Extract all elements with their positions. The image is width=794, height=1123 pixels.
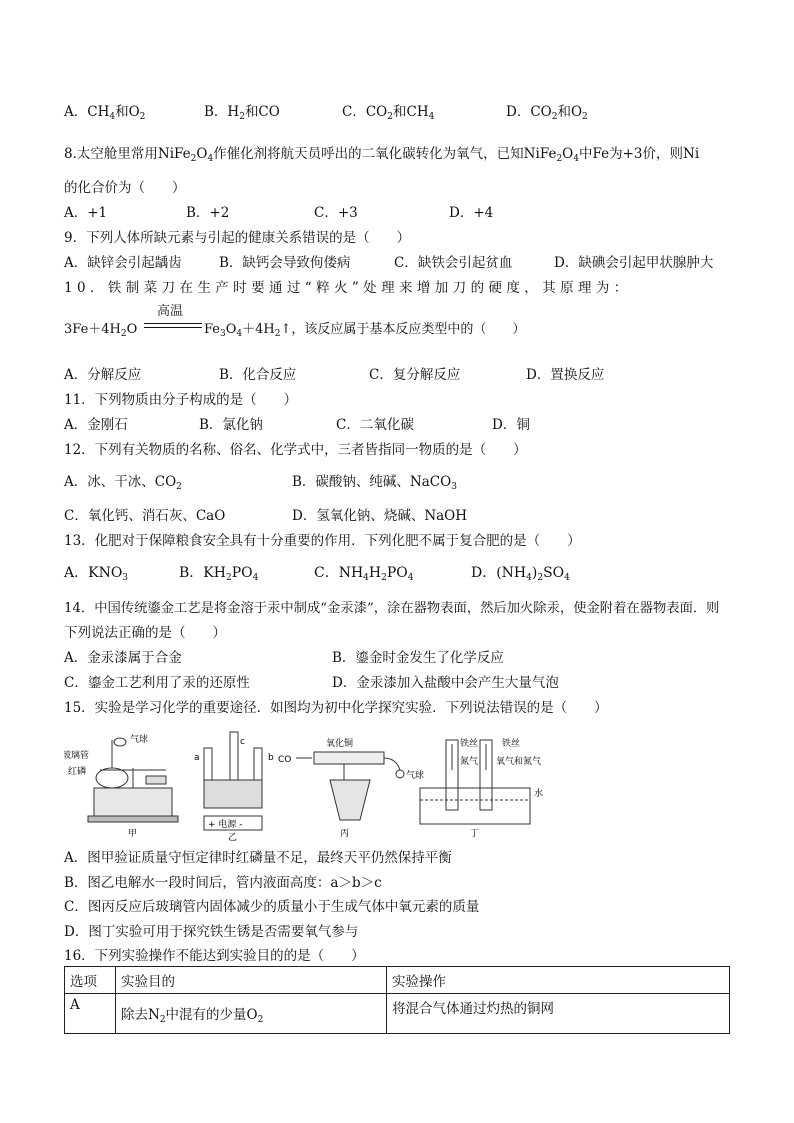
q15-option-a: A．图甲验证质量守恒定律时红磷量不足，最终天平仍然保持平衡 [64,850,452,866]
q10-option-c: C．复分解反应 [369,367,461,383]
header-option: 选项 [65,967,116,994]
q15-option-d: D．图丁实验可用于探究铁生锈是否需要氧气参与 [64,924,359,940]
ding-mix-label: 氧气和氮气 [496,757,542,767]
header-operation: 实验操作 [387,967,730,994]
q7-option-c: C．$CO_2$和$CH_4$ [342,104,435,122]
header-purpose: 实验目的 [116,967,387,994]
jia-balloon-label: 气球 [130,735,149,745]
q9-option-c: C．缺铁会引起贫血 [394,255,513,271]
q12-option-d: D．氢氧化钠、烧碱、NaOH [292,508,468,524]
q15-option-c: C．图丙反应后玻璃管内固体减少的质量小于生成气体中氧元素的质量 [64,899,480,915]
q7-option-a: A．$CH_4$和$O_2$ [64,104,146,122]
q8-option-a: A．+1 [64,205,108,221]
bing-co-label: CO [278,755,292,765]
q12-option-a: A．冰、干冰、$CO_2$ [64,474,182,492]
q11-option-c: C．二氧化碳 [336,417,414,433]
q16-table [64,966,730,1034]
q14-option-c: C．鎏金工艺利用了汞的还原性 [64,675,250,691]
q12-option-b: B．碳酸钠、纯碱、NaCO$_3$ [292,474,457,492]
q14-option-d: D．金汞漆加入盐酸中会产生大量气泡 [332,675,559,691]
table-row [65,994,730,1034]
q10-option-b: B．化合反应 [219,367,297,383]
q15-experiment-figure [64,730,584,842]
ding-wire2-label: 铁丝 [502,739,521,749]
q8-option-c: C．+3 [314,205,358,221]
figure-yi [204,732,262,830]
equals-line-bottom [144,327,202,328]
figure-bing [296,752,404,820]
q8-stem: 8.太空舱里常用$NiFe_2O_4$作催化剂将航天员呼出的二氧化碳转化为氧气，已知$NiFe_2O_4$中Fe为+3价，则Ni [64,146,700,164]
table-header-row [65,967,730,994]
q14-option-a: A．金汞漆属于合金 [64,650,182,666]
yi-b-label: b [268,753,274,763]
q12-stem: 12．下列有关物质的名称、俗名、化学式中，三者皆指同一物质的是（ ） [64,442,527,458]
equals-line-top [144,323,202,324]
q11-option-b: B．氯化钠 [199,417,263,433]
yi-a-label: a [194,753,200,763]
q10-option-d: D．置换反应 [526,367,605,383]
q13-option-c: C．$NH_4H_2PO_4$ [314,565,414,583]
q9-option-b: B．缺钙会导致佝偻病 [219,255,351,271]
q8-stem-line2: 的化合价为（ ） [64,180,186,196]
bing-balloon-label: 气球 [406,771,425,781]
q10-equation: $3Fe+4H_2O$ 高温 $Fe_3O_4+4H_2↑$，该反应属于基本反应类型中的（ ） [64,300,764,340]
label-jia: 甲 [128,829,138,839]
label-bing: 丙 [340,829,350,839]
q8-option-d: D．+4 [449,205,494,221]
q15-stem: 15．实验是学习化学的重要途径．如图均为初中化学探究实验．下列说法错误的是（ ） [64,700,608,716]
row-operation: 将混合气体通过灼热的铜网 [387,994,730,1034]
q7-option-b: B．$H_2$和CO [204,104,280,122]
ding-water-label: 水 [534,789,544,799]
yi-power-label: + 电源 - [208,820,243,830]
jia-glass-label: 玻璃管 [64,751,90,761]
experiment-diagram [64,730,584,842]
q16-stem: 16．下列实验操作不能达到实验目的的是（ ） [64,948,365,964]
q9-stem: 9．下列人体所缺元素与引起的健康关系错误的是（ ） [64,230,411,246]
label-ding: 丁 [470,829,480,839]
yi-c-label: c [240,737,245,747]
q14-stem: 14．中国传统鎏金工艺是将金溶于汞中制成“金汞漆”，涂在器物表面，然后加火除汞，使金附着在器物表面．则 [64,601,720,616]
q14-option-b: B．鎏金时金发生了化学反应 [332,650,504,666]
q14-stem-line2: 下列说法正确的是（ ） [64,625,226,641]
q12-option-c: C．氧化钙、消石灰、CaO [64,508,226,524]
reaction-condition: 高温 [157,304,184,319]
ding-n2-label: 氮气 [460,757,479,767]
q13-option-b: B．$KH_2PO_4$ [179,565,259,583]
ding-wire1-label: 铁丝 [460,739,479,749]
figure-jia [88,738,178,822]
q10-stem: 10．铁制菜刀在生产时要通过“粹火”处理来增加刀的硬度，其原理为： [64,280,632,296]
q7-option-d: D．$CO_2$和$O_2$ [506,104,588,122]
q13-option-a: A．$KNO_3$ [64,565,129,583]
label-yi: 乙 [228,833,238,842]
q11-option-a: A．金刚石 [64,417,128,433]
q15-option-b: B．图乙电解水一段时间后，管内液面高度：a＞b＞c [64,875,382,891]
q13-option-d: D．$(NH_4)_2SO_4$ [471,565,570,583]
bing-cuo-label: 氧化铜 [326,739,354,749]
row-purpose: 除去$N_2$中混有的少量$O_2$ [116,994,387,1034]
q10-option-a: A．分解反应 [64,367,142,383]
q9-option-d: D．缺碘会引起甲状腺肿大 [554,255,714,271]
figure-ding [420,740,530,824]
q8-option-b: B．+2 [186,205,230,221]
jia-phosphorus-label: 红磷 [68,767,87,777]
q11-stem: 11．下列物质由分子构成的是（ ） [64,392,298,408]
q11-option-d: D．铜 [492,417,530,433]
q13-stem: 13．化肥对于保障粮食安全具有十分重要的作用．下列化肥不属于复合肥的是（ ） [64,533,581,549]
row-option: A [65,994,116,1034]
q9-option-a: A．缺锌会引起龋齿 [64,255,182,271]
